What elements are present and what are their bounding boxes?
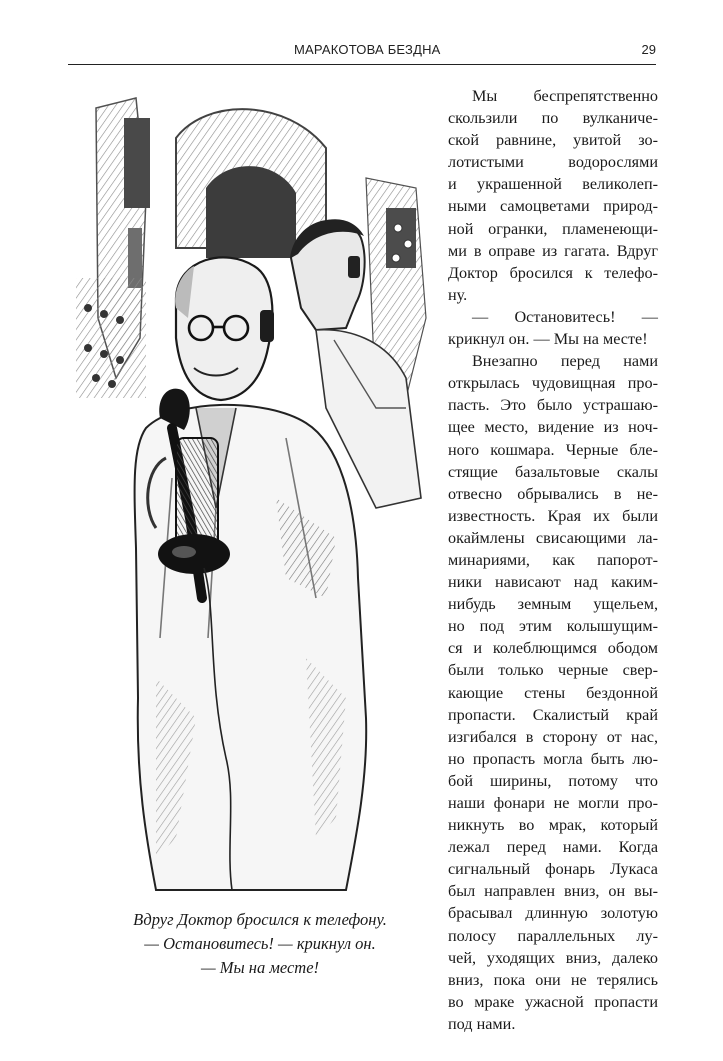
text-line: бой ширины, потому что [448, 771, 658, 790]
illustration-caption [95, 908, 425, 980]
text-line: скользили по вулканиче- [448, 109, 658, 128]
caption-line: — Остановитесь! — крикнул он. [144, 934, 376, 953]
text-line: пасть. Это было устрашаю- [448, 396, 658, 415]
text-line: никнуть во мрак, который [448, 816, 658, 835]
text-line: вниз, пока они не терялись [448, 970, 658, 989]
text-line: нибудь земным ущельем, [448, 595, 658, 614]
text-line: изгибался в сторону от нас, [448, 727, 658, 746]
text-line: Внезапно перед нами [472, 352, 658, 371]
text-line: минариями, как папорот- [448, 550, 658, 569]
text-line: были только черные свер- [448, 661, 658, 680]
text-line: Доктор бросился к телефо- [448, 263, 658, 282]
text-line: известность. Края их были [448, 506, 658, 525]
text-line: во мраке ужасной пропасти [448, 992, 658, 1011]
text-line: лотистыми водорослями [448, 153, 658, 172]
page-number: 29 [641, 42, 656, 57]
text-line: ской равнине, увитой зо- [448, 131, 658, 150]
text-line: ся и колеблющимся ободом [448, 639, 658, 658]
text-line: брасывал длинную золотую [448, 904, 658, 923]
illustration-drawing [76, 78, 440, 898]
caption-line: — Мы на месте! [200, 958, 320, 977]
text-line: лежал перед нами. Когда [448, 838, 658, 857]
text-line: стящие базальтовые скалы [448, 462, 658, 481]
text-line: крикнул он. — Мы на месте! [448, 330, 648, 349]
text-line: был направлен вниз, он вы- [448, 882, 658, 901]
text-line: — Остановитесь! — [472, 307, 658, 326]
text-line: полосу параллельных лу- [448, 926, 658, 945]
text-line: чей, уходящих вниз, далеко [448, 948, 658, 967]
text-line: окаймлены свисающими ла- [448, 528, 658, 547]
text-line: Мы беспрепятственно [472, 87, 658, 105]
text-line: ного кошмара. Черные бле- [448, 440, 658, 459]
text-line: но пропасть могла быть лю- [448, 749, 658, 768]
text-line: сигнальный фонарь Лукаса [448, 860, 658, 879]
text-line: пропасти. Скалистый край [448, 705, 658, 724]
text-line: ми в оправе из гагата. Вдруг [448, 241, 658, 260]
text-line: ной огранки, пламенеющи- [448, 219, 658, 238]
text-line: но под этим колышущим- [448, 617, 658, 636]
illustration [76, 78, 440, 898]
text-line: и украшенной великолеп- [448, 175, 658, 194]
running-title: МАРАКОТОВА БЕЗДНА [294, 42, 441, 57]
running-header [68, 40, 656, 65]
text-line: ными самоцветами природ- [448, 197, 658, 216]
text-line: щее место, видение из ноч- [448, 418, 658, 437]
body-text-column [448, 85, 658, 1035]
caption-line: Вдруг Доктор бросился к телефону. [133, 910, 387, 929]
text-line: наши фонари не могли про- [448, 794, 658, 812]
text-line: под нами. [448, 1014, 516, 1033]
text-line: кающие стены бездонной [448, 683, 658, 702]
text-line: ну. [448, 285, 468, 304]
text-line: ники нависают над каким- [448, 573, 658, 592]
text-line: отвесно обрывались в не- [448, 484, 658, 503]
text-line: открылась чудовищная про- [448, 374, 658, 393]
